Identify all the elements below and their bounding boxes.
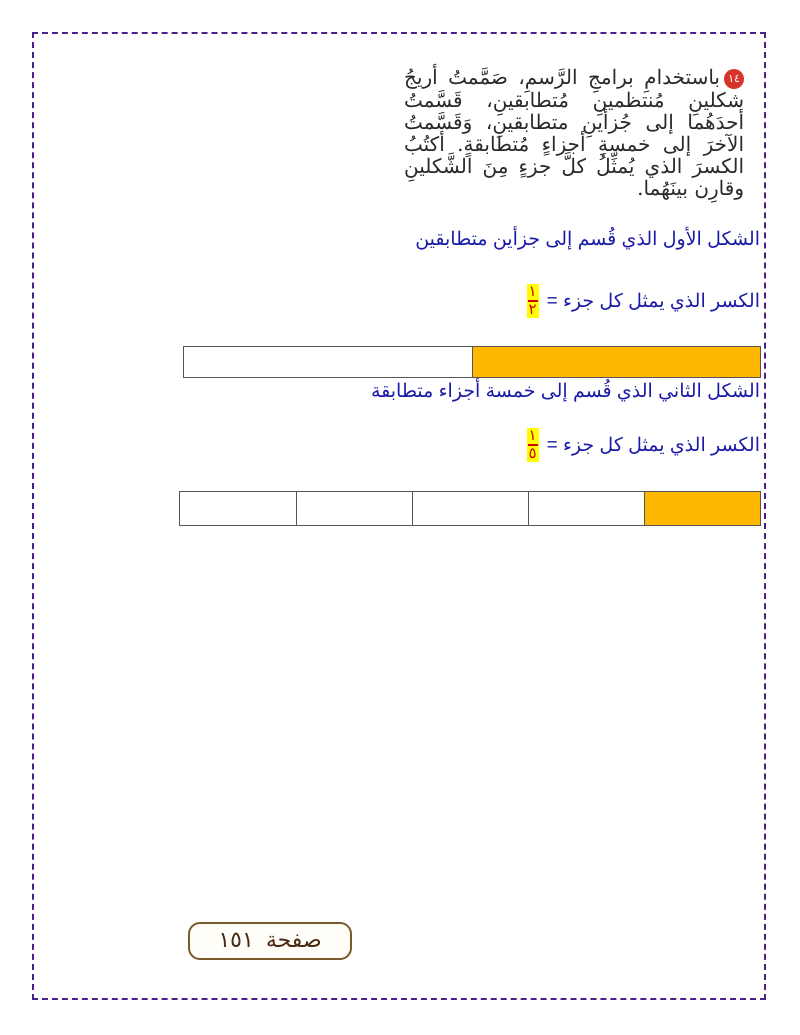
shape2-part-3 (412, 492, 528, 525)
shape2-numerator: ١ (528, 427, 537, 444)
shape1-part-2 (472, 347, 760, 377)
shape2-part-1 (180, 492, 296, 525)
shape1-caption: الشكل الأول الذي قُسم إلى جزأين متطابقين (415, 229, 760, 250)
shape2-fraction-label: الكسر الذي يمثل كل جزء = (546, 434, 760, 456)
problem-number-badge: ١٤ (724, 69, 744, 89)
page-number: ١٥١ (218, 928, 254, 953)
shape1-numerator: ١ (528, 283, 537, 300)
shape2-part-4 (528, 492, 644, 525)
shape2-caption: الشكل الثاني الذي قُسم إلى خمسة أجزاء متطابقة (370, 381, 760, 402)
shape2-part-5 (644, 492, 760, 525)
shape1-bar (183, 346, 761, 378)
page-word: صفحة (265, 928, 322, 953)
shape1-part-1 (184, 347, 472, 377)
shape1-fraction (527, 284, 539, 318)
shape2-part-2 (296, 492, 412, 525)
shape2-denominator: ٥ (528, 445, 537, 462)
page-number-badge (188, 922, 352, 960)
shape2-fraction (527, 428, 539, 462)
shape2-fraction-row (527, 428, 760, 462)
shape1-fraction-label: الكسر الذي يمثل كل جزء = (546, 290, 760, 312)
shape1-denominator: ٢ (528, 301, 537, 318)
shape2-bar (179, 491, 761, 526)
problem-text: باستخدامِ برامجِ الرَّسمِ، صَمَّمتُ أريجُ شكلينِ مُنتظمينِ مُتطابقينِ، قَسَّمتُ أحدَهُما إلى جُزأينِ متطابقينِ، وَقَسَّمتُ الآخرَ إلى خمسةِ أجزاءٍ مُتطابقةٍ. أكتُبُ الكسرَ الذي يُمثِّلُ كلَّ جزءٍ مِنَ الشَّكلينِ وقارِن بينَهُما. (404, 65, 744, 200)
problem-statement (404, 66, 744, 199)
shape1-fraction-row (527, 284, 760, 318)
